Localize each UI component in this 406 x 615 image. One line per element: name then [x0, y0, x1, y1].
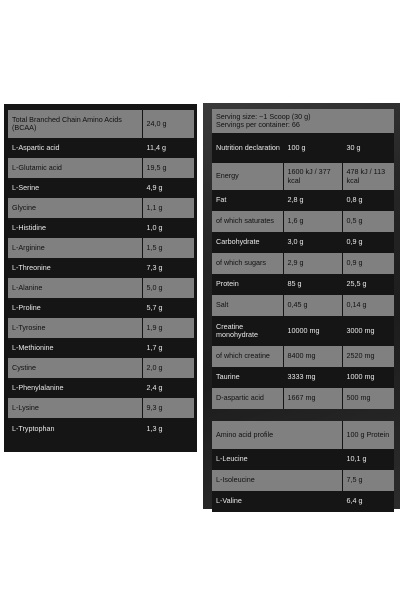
table-row — [8, 238, 194, 258]
amino-header-label: Amino acid profile — [212, 421, 342, 449]
nutrient-serving: 500 mg — [342, 388, 394, 409]
table-row — [8, 218, 194, 238]
table-row — [8, 178, 194, 198]
row-name: L-Histidine — [8, 218, 142, 238]
nutrient-name: Energy — [212, 163, 283, 190]
nutrient-serving: 0,8 g — [342, 190, 394, 211]
nutrient-100g: 2,9 g — [283, 253, 342, 274]
nutrient-serving: 478 kJ / 113 kcal — [342, 163, 394, 190]
row-value: 1,7 g — [142, 338, 194, 358]
table-row — [8, 418, 194, 440]
amino-header-value: 100 g Protein — [342, 421, 394, 449]
nutrition-header-row — [212, 133, 394, 163]
nutrient-name: Salt — [212, 295, 283, 316]
nutrient-100g: 3333 mg — [283, 367, 342, 388]
nutrient-serving: 0,9 g — [342, 232, 394, 253]
row-value: 24,0 g — [142, 110, 194, 138]
nutrient-100g: 2,8 g — [283, 190, 342, 211]
nutrient-name: of which saturates — [212, 211, 283, 232]
amino-name: L-Valine — [212, 491, 342, 512]
table-row — [8, 318, 194, 338]
servings-per-container: Servings per container: 66 — [216, 120, 300, 129]
table-row — [212, 388, 394, 409]
nutrient-100g: 8400 mg — [283, 346, 342, 367]
header-label: Nutrition declaration — [212, 133, 283, 163]
nutrient-100g: 1600 kJ / 377 kcal — [283, 163, 342, 190]
table-row — [212, 316, 394, 346]
serving-size: Serving size: ~1 Scoop (30 g) — [216, 111, 311, 121]
row-name: L-Methionine — [8, 338, 142, 358]
row-name: L-Tryptophan — [8, 418, 142, 440]
nutrient-serving: 2520 mg — [342, 346, 394, 367]
table-row — [212, 211, 394, 232]
table-row — [212, 346, 394, 367]
row-name: Glycine — [8, 198, 142, 218]
table-row — [212, 253, 394, 274]
amino-name: L-Leucine — [212, 449, 342, 470]
nutrient-100g: 1667 mg — [283, 388, 342, 409]
table-row — [212, 367, 394, 388]
table-row — [212, 163, 394, 190]
row-value: 1,0 g — [142, 218, 194, 238]
row-name: L-Phenylalanine — [8, 378, 142, 398]
nutrient-name: Fat — [212, 190, 283, 211]
row-value: 1,3 g — [142, 418, 194, 440]
row-value: 19,5 g — [142, 158, 194, 178]
row-name: L-Aspartic acid — [8, 138, 142, 158]
row-value: 9,3 g — [142, 398, 194, 418]
table-row — [8, 258, 194, 278]
nutrient-100g: 3,0 g — [283, 232, 342, 253]
nutrient-100g: 85 g — [283, 274, 342, 295]
nutrient-serving: 0,9 g — [342, 253, 394, 274]
row-value: 7,3 g — [142, 258, 194, 278]
table-row — [8, 158, 194, 178]
nutrient-name: Protein — [212, 274, 283, 295]
nutrient-name: Taurine — [212, 367, 283, 388]
table-row — [8, 298, 194, 318]
header-col-100g: 100 g — [283, 133, 342, 163]
nutrient-serving: 3000 mg — [342, 316, 394, 346]
table-row — [8, 358, 194, 378]
bcaa-table — [8, 110, 194, 440]
row-value: 1,5 g — [142, 238, 194, 258]
table-row — [8, 198, 194, 218]
row-name: L-Lysine — [8, 398, 142, 418]
table-row — [8, 110, 194, 138]
row-name: L-Serine — [8, 178, 142, 198]
table-row — [212, 232, 394, 253]
row-name: L-Glutamic acid — [8, 158, 142, 178]
nutrient-serving: 0,14 g — [342, 295, 394, 316]
amino-value: 6,4 g — [342, 491, 394, 512]
table-row — [212, 449, 394, 470]
nutrient-serving: 0,5 g — [342, 211, 394, 232]
nutrient-name: Carbohydrate — [212, 232, 283, 253]
nutrient-100g: 10000 mg — [283, 316, 342, 346]
amino-value: 10,1 g — [342, 449, 394, 470]
table-row — [8, 278, 194, 298]
row-name: Total Branched Chain Amino Acids (BCAA) — [8, 110, 142, 138]
row-name: L-Proline — [8, 298, 142, 318]
table-row — [8, 138, 194, 158]
table-row — [212, 190, 394, 211]
amino-value: 7,5 g — [342, 470, 394, 491]
nutrient-name: D-aspartic acid — [212, 388, 283, 409]
nutrient-100g: 1,6 g — [283, 211, 342, 232]
table-row — [212, 491, 394, 512]
nutrition-table — [212, 109, 394, 409]
nutrient-100g: 0,45 g — [283, 295, 342, 316]
nutrient-name: of which sugars — [212, 253, 283, 274]
table-row — [8, 378, 194, 398]
amino-header-row — [212, 421, 394, 449]
row-value: 2,0 g — [142, 358, 194, 378]
row-value: 1,1 g — [142, 198, 194, 218]
table-row — [212, 274, 394, 295]
row-value: 11,4 g — [142, 138, 194, 158]
serving-info-row — [212, 109, 394, 133]
nutrient-serving: 25,5 g — [342, 274, 394, 295]
row-name: L-Threonine — [8, 258, 142, 278]
row-value: 1,9 g — [142, 318, 194, 338]
header-col-serving: 30 g — [342, 133, 394, 163]
nutrient-name: of which creatine — [212, 346, 283, 367]
row-value: 4,9 g — [142, 178, 194, 198]
amino-name: L-Isoleucine — [212, 470, 342, 491]
table-row — [212, 295, 394, 316]
row-name: Cystine — [8, 358, 142, 378]
amino-acid-profile-table — [212, 421, 394, 512]
table-row — [8, 398, 194, 418]
row-value: 5,7 g — [142, 298, 194, 318]
table-row — [212, 470, 394, 491]
serving-info — [212, 109, 394, 133]
nutrient-serving: 1000 mg — [342, 367, 394, 388]
row-name: L-Tyrosine — [8, 318, 142, 338]
row-name: L-Arginine — [8, 238, 142, 258]
nutrient-name: Creatine monohydrate — [212, 316, 283, 346]
row-name: L-Alanine — [8, 278, 142, 298]
table-row — [8, 338, 194, 358]
row-value: 2,4 g — [142, 378, 194, 398]
row-value: 5,0 g — [142, 278, 194, 298]
